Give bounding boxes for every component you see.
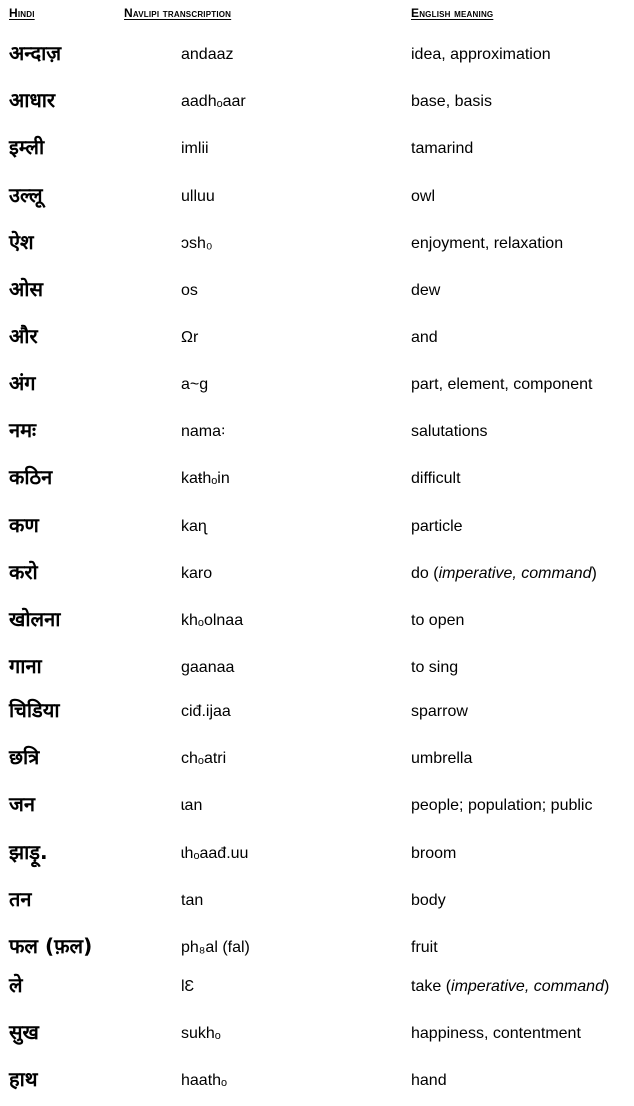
header-english: English meaning xyxy=(411,6,494,20)
english-text: take ( xyxy=(411,978,452,995)
transcription: gaanaa xyxy=(181,659,235,676)
table-row xyxy=(0,512,634,552)
table-row xyxy=(0,839,634,879)
transcription: ph₈al (fal) xyxy=(181,939,250,956)
english-note: imperative, command xyxy=(438,565,592,582)
transcription: tan xyxy=(181,892,204,909)
transcription: sukhₒ xyxy=(181,1025,221,1042)
english-meaning: idea, approximation xyxy=(411,46,551,63)
english-meaning: people; population; public xyxy=(411,797,593,814)
english-meaning: dew xyxy=(411,282,441,299)
hindi-word: चिडिया xyxy=(9,698,60,722)
transcription: lƐ xyxy=(181,978,195,995)
table-row xyxy=(0,653,634,693)
table-row xyxy=(0,229,634,269)
transcription: ulluu xyxy=(181,188,215,205)
english-meaning: hand xyxy=(411,1072,447,1089)
hindi-word: नमः xyxy=(9,418,37,442)
hindi-word: ओस xyxy=(9,277,43,301)
hindi-word: कण xyxy=(9,513,39,537)
english-meaning: enjoyment, relaxation xyxy=(411,235,564,252)
table-row xyxy=(0,134,634,174)
transcription: haathₒ xyxy=(181,1072,228,1089)
table-row xyxy=(0,791,634,831)
transcription: os xyxy=(181,282,198,299)
transcription: ɩan xyxy=(181,797,203,814)
english-meaning xyxy=(411,977,609,997)
hindi-word: तन xyxy=(9,887,32,911)
english-meaning: base, basis xyxy=(411,93,492,110)
english-meaning: and xyxy=(411,329,438,346)
english-meaning: umbrella xyxy=(411,750,473,767)
english-meaning: body xyxy=(411,892,446,909)
english-meaning: to sing xyxy=(411,659,459,676)
hindi-word: करो xyxy=(9,560,38,584)
hindi-word: उल्लू xyxy=(9,183,43,207)
table-row xyxy=(0,276,634,316)
english-meaning: to open xyxy=(411,612,465,629)
english-text: do ( xyxy=(411,565,439,582)
table-row xyxy=(0,1066,634,1106)
transcription: ɔsh₀ xyxy=(181,235,213,252)
hindi-word: अंग xyxy=(9,371,36,395)
transcription: khₒolnaa xyxy=(181,612,244,629)
header-hindi: Hindi xyxy=(9,6,35,20)
table-row xyxy=(0,1019,634,1059)
english-meaning: owl xyxy=(411,188,436,205)
hindi-word: हाथ xyxy=(9,1067,38,1091)
english-meaning: sparrow xyxy=(411,703,468,720)
english-meaning: part, element, component xyxy=(411,376,593,393)
hindi-word: सुख xyxy=(9,1020,39,1044)
transcription: a~g xyxy=(181,376,209,393)
table-row xyxy=(0,972,634,1012)
english-meaning: particle xyxy=(411,518,463,535)
hindi-word: आधार xyxy=(9,88,56,112)
transcription: aadhₒaar xyxy=(181,93,246,110)
english-meaning: salutations xyxy=(411,423,488,440)
hindi-word: और xyxy=(9,324,38,348)
english-text-end: ) xyxy=(603,978,610,995)
english-meaning: broom xyxy=(411,845,457,862)
table-row xyxy=(0,370,634,410)
hindi-word: अन्दाज़ xyxy=(9,41,62,65)
table-row xyxy=(0,464,634,504)
table-row xyxy=(0,559,634,599)
table-row xyxy=(0,87,634,127)
table-row xyxy=(0,40,634,80)
transcription: kaɳ xyxy=(181,518,207,535)
table-row xyxy=(0,417,634,457)
english-meaning: difficult xyxy=(411,470,461,487)
english-meaning: happiness, contentment xyxy=(411,1025,581,1042)
hindi-word: फल (फ़ल) xyxy=(9,934,93,958)
english-meaning: tamarind xyxy=(411,140,474,157)
table-row xyxy=(0,606,634,646)
transcription: ciđ.ijaa xyxy=(181,703,231,720)
english-text-end: ) xyxy=(591,565,597,582)
transcription: nama꞉ xyxy=(181,423,226,440)
hindi-word: इम्ली xyxy=(9,135,45,159)
table-row xyxy=(0,886,634,926)
header-transcription: Navlipi transcription xyxy=(124,6,232,20)
hindi-word: खोलना xyxy=(9,607,61,631)
english-note: imperative, command xyxy=(451,978,604,995)
english-meaning: fruit xyxy=(411,939,438,956)
hindi-word: जन xyxy=(9,792,35,816)
transcription: kaŧhₒin xyxy=(181,470,230,487)
table-row xyxy=(0,182,634,222)
transcription: chₒatri xyxy=(181,750,227,767)
transcription: andaaz xyxy=(181,46,234,63)
hindi-word: गाना xyxy=(9,654,42,678)
table-row xyxy=(0,933,634,973)
hindi-word: कठिन xyxy=(9,465,53,489)
table-row xyxy=(0,744,634,784)
transcription: Ωr xyxy=(181,329,199,346)
transcription: karo xyxy=(181,565,213,582)
hindi-word: छत्रि xyxy=(9,745,40,769)
transcription: imlii xyxy=(181,140,209,157)
english-meaning xyxy=(411,564,597,584)
hindi-word: ऐश xyxy=(9,230,34,254)
hindi-word: झाड़ू. xyxy=(9,840,48,864)
transcription: ɩhₒaađ.uu xyxy=(181,845,249,862)
table-row xyxy=(0,697,634,737)
table-row xyxy=(0,323,634,363)
hindi-word: ले xyxy=(9,973,23,997)
